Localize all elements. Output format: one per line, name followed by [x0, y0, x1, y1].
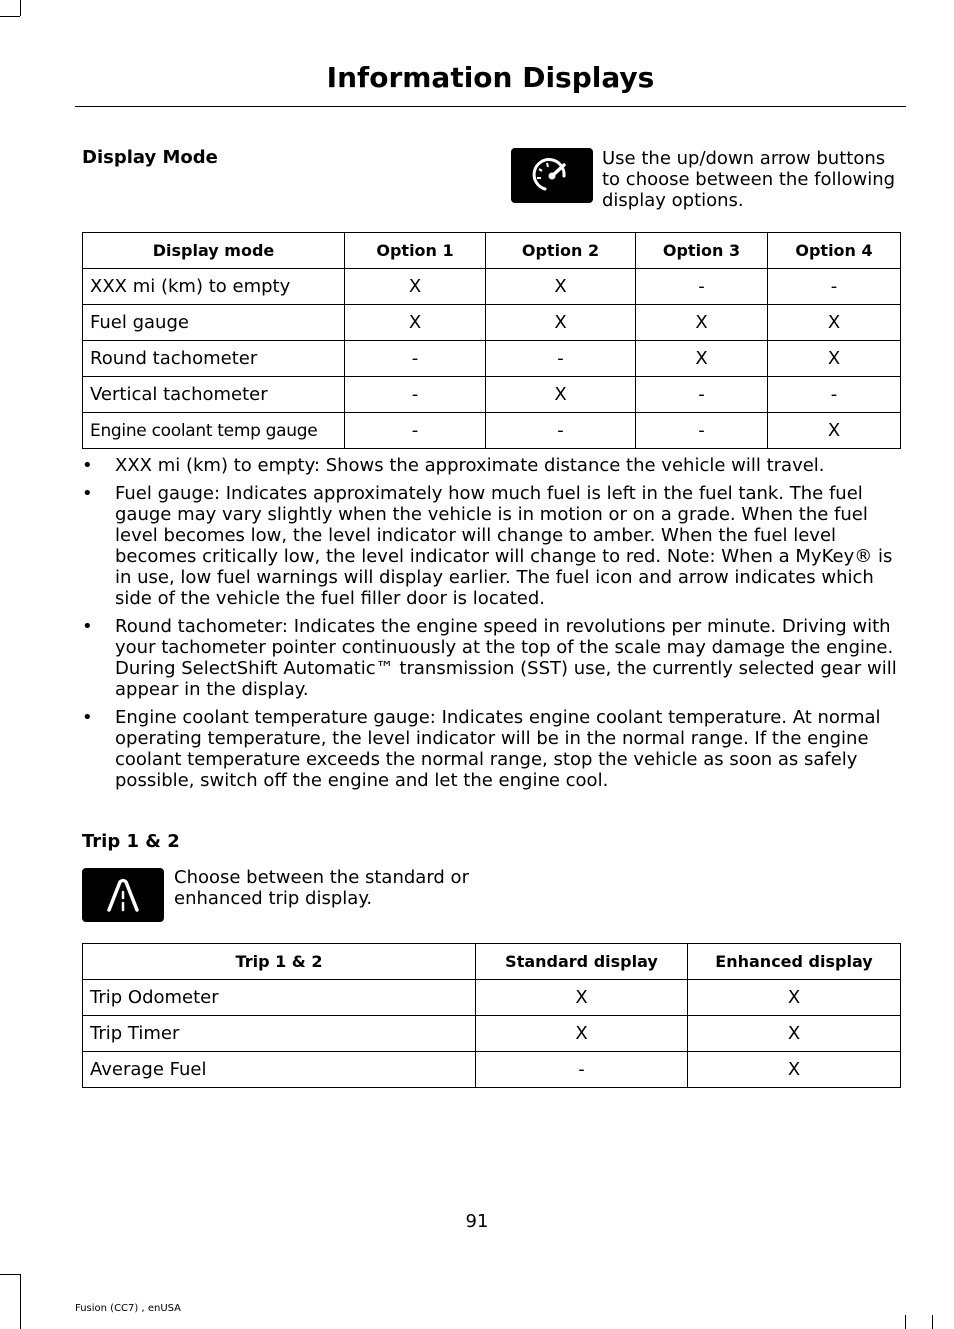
bullet-marker: • [82, 455, 93, 476]
column-header: Enhanced display [688, 944, 901, 980]
table-cell: X [688, 980, 901, 1016]
table-row [83, 1016, 901, 1052]
table-cell: - [476, 1052, 688, 1088]
list-item-text: Fuel gauge: Indicates approximately how much fuel is left in the fuel tank. The fuel gauge may vary slightly when the vehicle is in motion or on a grade. When the fuel level becomes low, the level indicator will change to amber. When the fuel level becomes critically low, the level indicator will change to red. Note: When a MyKey® is in use, low fuel warnings will display earlier. The fuel icon and arrow indicates which side of the vehicle the fuel filler door is located. [115, 483, 893, 609]
table-cell: - [636, 269, 768, 305]
footer-text: Fusion (CC7) , enUSA [75, 1303, 182, 1314]
table-cell: - [345, 413, 486, 449]
table-cell: X [486, 377, 636, 413]
road-icon [82, 868, 164, 922]
table-row [83, 413, 901, 449]
crop-mark [905, 1315, 906, 1329]
table-cell: X [345, 269, 486, 305]
table-cell: - [345, 341, 486, 377]
page-title: Information Displays [326, 61, 655, 94]
crop-mark [0, 16, 20, 17]
table-cell: X [486, 269, 636, 305]
trip-instruction: Choose between the standard or enhanced trip display. [174, 867, 469, 909]
gauge-description-list [82, 455, 904, 798]
table-header-row [83, 233, 901, 269]
row-label: Round tachometer [83, 341, 345, 377]
column-header: Option 3 [636, 233, 768, 269]
row-label: Average Fuel [83, 1052, 476, 1088]
column-header: Option 1 [345, 233, 486, 269]
page-number: 91 [465, 1211, 489, 1232]
table-cell: X [688, 1052, 901, 1088]
bullet-marker: • [82, 616, 93, 637]
trip-heading: Trip 1 & 2 [82, 831, 180, 852]
column-header: Display mode [83, 233, 345, 269]
trip-table [82, 943, 901, 1088]
list-item [82, 483, 904, 609]
table-row [83, 1052, 901, 1088]
display-mode-table [82, 232, 901, 449]
table-cell: X [486, 305, 636, 341]
title-divider [75, 106, 906, 107]
crop-mark [20, 1274, 21, 1329]
table-row [83, 980, 901, 1016]
table-cell: - [345, 377, 486, 413]
column-header: Standard display [476, 944, 688, 980]
row-label: Engine coolant temp gauge [83, 413, 345, 449]
table-row [83, 377, 901, 413]
bullet-marker: • [82, 707, 93, 728]
speedometer-icon [511, 148, 593, 203]
table-header-row [83, 944, 901, 980]
table-row [83, 269, 901, 305]
table-cell: X [768, 413, 901, 449]
table-row [83, 341, 901, 377]
row-label: XXX mi (km) to empty [83, 269, 345, 305]
table-row [83, 305, 901, 341]
list-item [82, 455, 904, 476]
display-mode-instruction: Use the up/down arrow buttons to choose between the following display options. [602, 148, 896, 211]
table-cell: - [768, 377, 901, 413]
table-cell: - [768, 269, 901, 305]
table-cell: X [476, 1016, 688, 1052]
table-cell: X [345, 305, 486, 341]
table-cell: - [636, 377, 768, 413]
column-header: Trip 1 & 2 [83, 944, 476, 980]
list-item-text: Engine coolant temperature gauge: Indicates engine coolant temperature. At normal operating temperature, the level indicator will be in the normal range. If the engine coolant temperature exceeds the normal range, stop the vehicle as soon as safely possible, switch off the engine and let the engine cool. [115, 707, 881, 791]
column-header: Option 2 [486, 233, 636, 269]
table-cell: X [636, 341, 768, 377]
column-header: Option 4 [768, 233, 901, 269]
crop-mark [20, 0, 21, 16]
row-label: Trip Timer [83, 1016, 476, 1052]
table-cell: X [768, 341, 901, 377]
list-item-text: XXX mi (km) to empty: Shows the approximate distance the vehicle will travel. [115, 455, 825, 476]
table-cell: X [636, 305, 768, 341]
table-cell: X [688, 1016, 901, 1052]
table-cell: - [636, 413, 768, 449]
row-label: Fuel gauge [83, 305, 345, 341]
crop-mark [932, 1315, 933, 1329]
table-cell: X [476, 980, 688, 1016]
list-item [82, 616, 904, 700]
crop-mark [0, 1274, 20, 1275]
list-item-text: Round tachometer: Indicates the engine speed in revolutions per minute. Driving with your tachometer pointer continuously at the top of the scale may damage the engine. During SelectShift Automatic™ transmission (SST) use, the currently selected gear will appear in the display. [115, 616, 897, 700]
bullet-marker: • [82, 483, 93, 504]
display-mode-heading: Display Mode [82, 147, 218, 168]
list-item [82, 707, 904, 791]
table-cell: X [768, 305, 901, 341]
row-label: Vertical tachometer [83, 377, 345, 413]
row-label: Trip Odometer [83, 980, 476, 1016]
table-cell: - [486, 413, 636, 449]
table-cell: - [486, 341, 636, 377]
